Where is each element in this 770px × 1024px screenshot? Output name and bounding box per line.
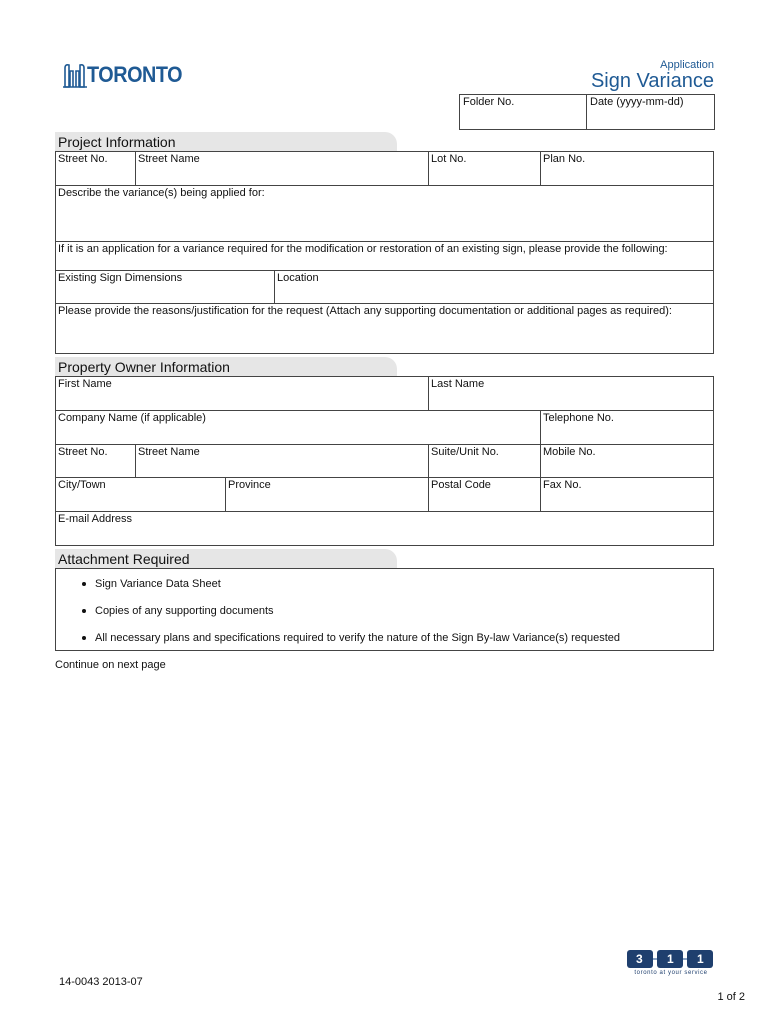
owner-street-name-field[interactable]: Street Name [136, 445, 429, 478]
owner-postal-code-field[interactable]: Postal Code [429, 478, 541, 512]
311-tagline: toronto at your service [634, 970, 708, 976]
existing-sign-location-field[interactable]: Location [275, 271, 713, 304]
bullet-icon [82, 609, 86, 613]
project-information-heading: Project Information [55, 132, 397, 152]
owner-last-name-field[interactable]: Last Name [429, 377, 713, 411]
property-owner-heading: Property Owner Information [55, 357, 397, 377]
owner-email-field[interactable]: E-mail Address [58, 513, 132, 525]
date-field[interactable]: Date (yyyy-mm-dd) [590, 96, 684, 108]
owner-province-field[interactable]: Province [226, 478, 429, 512]
project-street-name-field[interactable]: Street Name [136, 152, 429, 186]
form-type-label: Application [660, 59, 714, 71]
owner-first-name-field[interactable]: First Name [56, 377, 429, 411]
folder-number-field[interactable]: Folder No. [463, 96, 515, 108]
311-digit: 3 [636, 952, 643, 966]
owner-mobile-field[interactable]: Mobile No. [541, 445, 713, 478]
toronto-city-hall-logo [63, 62, 87, 88]
owner-suite-field[interactable]: Suite/Unit No. [429, 445, 541, 478]
existing-sign-dimensions-field[interactable]: Existing Sign Dimensions [56, 271, 275, 304]
existing-sign-instructions: If it is an application for a variance required for the modification or restoration of an existing sign, please provide the following: [56, 242, 713, 271]
project-street-no-field[interactable]: Street No. [56, 152, 136, 186]
reasons-justification-field[interactable]: Please provide the reasons/justification for the request (Attach any supporting documentation or additional pages as required): [58, 305, 672, 317]
folder-date-box [459, 94, 715, 130]
owner-street-no-field[interactable]: Street No. [56, 445, 136, 478]
project-plan-no-field[interactable]: Plan No. [541, 152, 713, 186]
311-digit: 1 [667, 952, 674, 966]
bullet-icon [82, 582, 86, 586]
311-digit: 1 [697, 952, 704, 966]
project-information-table [55, 151, 714, 354]
variance-description-field[interactable]: Describe the variance(s) being applied for: [56, 186, 713, 242]
form-code: 14-0043 2013-07 [59, 976, 143, 988]
bullet-icon [82, 636, 86, 640]
owner-fax-field[interactable]: Fax No. [541, 478, 713, 512]
continue-note: Continue on next page [55, 659, 166, 671]
311-badge [627, 950, 715, 980]
owner-city-field[interactable]: City/Town [56, 478, 226, 512]
form-title: Sign Variance [590, 70, 714, 92]
page-number: 1 of 2 [717, 991, 745, 1003]
owner-telephone-field[interactable]: Telephone No. [541, 411, 713, 445]
project-lot-no-field[interactable]: Lot No. [429, 152, 541, 186]
owner-company-field[interactable]: Company Name (if applicable) [56, 411, 541, 445]
attachment-required-heading: Attachment Required [55, 549, 397, 569]
property-owner-table [55, 376, 714, 546]
attachment-list-box: Sign Variance Data Sheet Copies of any supporting documents All necessary plans and specifications required to verify the nature of the Sign By-law Variance(s) requested [55, 568, 714, 651]
toronto-logo-wordmark: TORONTO [87, 62, 183, 87]
